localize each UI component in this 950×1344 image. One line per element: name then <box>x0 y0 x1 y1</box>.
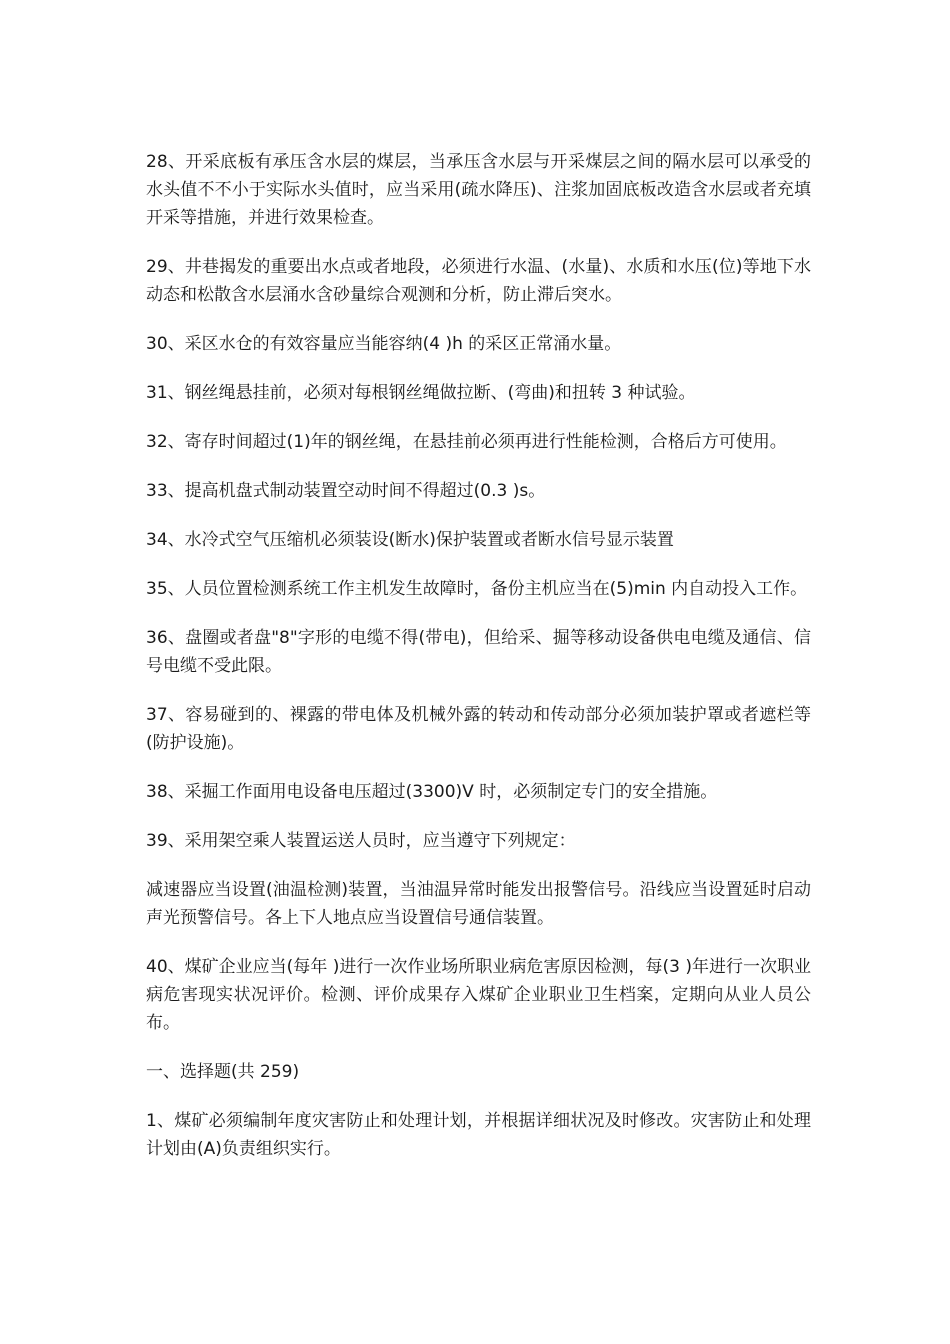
paragraph-q34: 34、水冷式空气压缩机必须装设(断水)保护装置或者断水信号显示装置 <box>146 530 674 550</box>
paragraph-q29: 29、井巷揭发的重要出水点或者地段，必须进行水温、(水量)、水质和水压(位)等地下水动态和松散含水层涌水含砂量综合观测和分析，防止滞后突水。 <box>146 257 811 305</box>
paragraph-q28: 28、开采底板有承压含水层的煤层，当承压含水层与开采煤层之间的隔水层可以承受的水头值不不小于实际水头值时，应当采用(疏水降压)、注浆加固底板改造含水层或者充填开采等措施，并进行效果检查。 <box>146 152 811 228</box>
paragraph-q33: 33、提高机盘式制动装置空动时间不得超过(0.3 )s。 <box>146 481 546 501</box>
paragraph-q38: 38、采掘工作面用电设备电压超过(3300)V 时，必须制定专门的安全措施。 <box>146 782 718 802</box>
paragraph-q35: 35、人员位置检测系统工作主机发生故障时，备份主机应当在(5)min 内自动投入工作。 <box>146 579 808 599</box>
paragraph-q39: 39、采用架空乘人装置运送人员时，应当遵守下列规定： <box>146 831 576 851</box>
section-heading: 一、选择题(共 259) <box>146 1062 300 1082</box>
paragraph-q37: 37、容易碰到的、裸露的带电体及机械外露的转动和传动部分必须加装护罩或者遮栏等(防护设施)。 <box>146 705 811 753</box>
paragraph-q32: 32、寄存时间超过(1)年的钢丝绳，在悬挂前必须再进行性能检测，合格后方可使用。 <box>146 432 787 452</box>
paragraph-choice-q1: 1、煤矿必须编制年度灾害防止和处理计划，并根据详细状况及时修改。灾害防止和处理计划由(A)负责组织实行。 <box>146 1111 811 1159</box>
document-body <box>146 148 811 1184</box>
paragraph-q30: 30、采区水仓的有效容量应当能容纳(4 )h 的采区正常涌水量。 <box>146 334 622 354</box>
paragraph-q31: 31、钢丝绳悬挂前，必须对每根钢丝绳做拉断、(弯曲)和扭转 3 种试验。 <box>146 383 696 403</box>
paragraph-q36: 36、盘圈或者盘"8"字形的电缆不得(带电)，但给采、掘等移动设备供电电缆及通信、信号电缆不受此限。 <box>146 628 811 676</box>
paragraph-q40: 40、煤矿企业应当(每年 )进行一次作业场所职业病危害原因检测，每(3 )年进行一次职业病危害现实状况评价。检测、评价成果存入煤矿企业职业卫生档案，定期向从业人员公布。 <box>146 957 811 1033</box>
paragraph-q39-detail: 减速器应当设置(油温检测)装置，当油温异常时能发出报警信号。沿线应当设置延时启动声光预警信号。各上下人地点应当设置信号通信装置。 <box>146 880 811 928</box>
